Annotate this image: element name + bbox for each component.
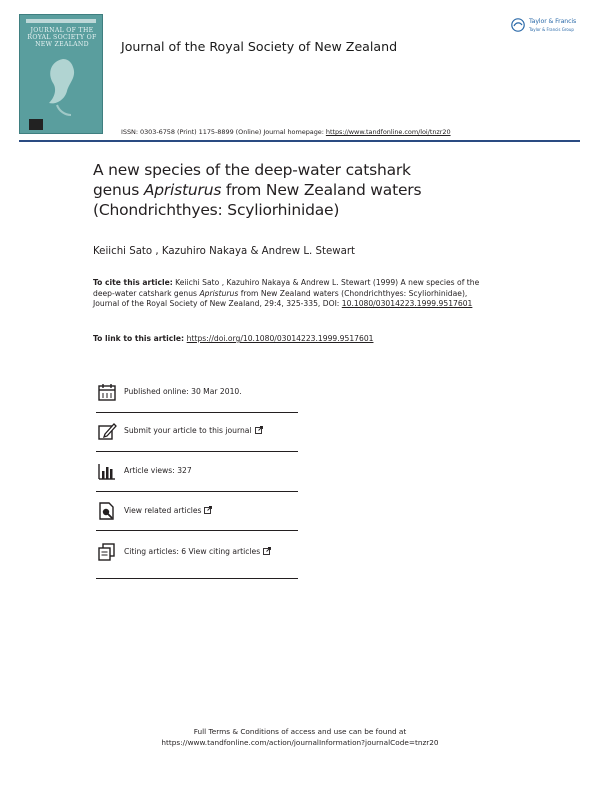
citing-documents-icon [97,542,117,562]
footer [0,726,600,748]
title-line-3: (Chondrichthyes: Scyliorhinidae) [93,201,340,219]
citation-label: To cite this article: [93,278,173,287]
publisher-tagline: Taylor & Francis Group [529,27,574,32]
submit-article-link[interactable] [124,426,263,435]
link-label: To link to this article: [93,334,187,343]
row-divider [96,451,298,452]
article-doi-link[interactable]: https://doi.org/10.1080/03014223.1999.9517601 [186,334,374,343]
article-link-line [93,334,373,343]
header-divider [19,140,580,142]
citation-genus: Apristurus [199,288,239,298]
footer-terms: Full Terms & Conditions of access and use can be found at [193,727,407,736]
submit-row[interactable] [97,421,297,446]
publisher-logo[interactable] [511,16,583,36]
title-genus: Apristurus [143,181,222,199]
article-title [93,160,493,220]
related-articles-link[interactable] [124,506,212,515]
citing-articles-link[interactable] [124,547,271,556]
cover-artwork [37,55,85,119]
citing-articles-label: Citing articles: 6 View citing articles [124,547,261,556]
related-articles-label: View related articles [124,506,202,515]
issn-text: ISSN: 0303-6758 (Print) 1175-8899 (Online) Journal homepage: [121,128,326,136]
citing-row[interactable] [97,542,297,567]
citation-block [93,278,483,310]
views-row [97,461,297,486]
publisher-logo-icon [511,18,525,32]
cover-top-bar [26,19,96,23]
cover-title: JOURNAL OF THE ROYAL SOCIETY OF NEW ZEALAND [27,27,97,48]
title-line-2-pre: genus [93,181,144,199]
title-line-2-post: from New Zealand waters [221,181,422,199]
external-link-icon [255,426,263,434]
edit-icon [97,421,117,441]
external-link-icon [204,506,212,514]
row-divider [96,491,298,492]
row-divider [96,530,298,531]
published-date: Published online: 30 Mar 2010. [124,387,242,396]
journal-title: Journal of the Royal Society of New Zealand [121,39,398,54]
citation-text-pre: Keiichi Sato , Kazuhiro Nakaya & Andrew L. Stewart (1999) A new species of the deep-water catshark genus [93,278,480,298]
related-row[interactable] [97,501,297,526]
related-search-icon [97,501,117,521]
footer-terms-link[interactable]: https://www.tandfonline.com/action/journalInformation?journalCode=tnzr20 [161,738,439,747]
title-line-1: A new species of the deep-water catshark [93,161,411,179]
cover-barcode [29,119,43,130]
external-link-icon [263,547,271,555]
authors: Keiichi Sato , Kazuhiro Nakaya & Andrew L. Stewart [93,246,356,257]
journal-cover [19,14,103,134]
issn-line [121,128,451,136]
published-row [97,382,297,407]
citation-text-post: from New Zealand waters (Chondrichthyes: Scyliorhinidae), Journal of the Royal Society of New Zealand, 29:4, 325-335, DOI: [93,288,468,309]
bar-chart-icon [97,461,117,481]
journal-homepage-link[interactable]: https://www.tandfonline.com/loi/tnzr20 [325,128,451,136]
row-divider [96,578,298,579]
citation-doi-link[interactable]: 10.1080/03014223.1999.9517601 [341,299,473,309]
article-views: Article views: 327 [124,466,192,475]
row-divider [96,412,298,413]
publisher-name: Taylor & Francis [529,18,577,25]
submit-article-label: Submit your article to this journal [124,426,252,435]
calendar-icon [97,382,117,402]
